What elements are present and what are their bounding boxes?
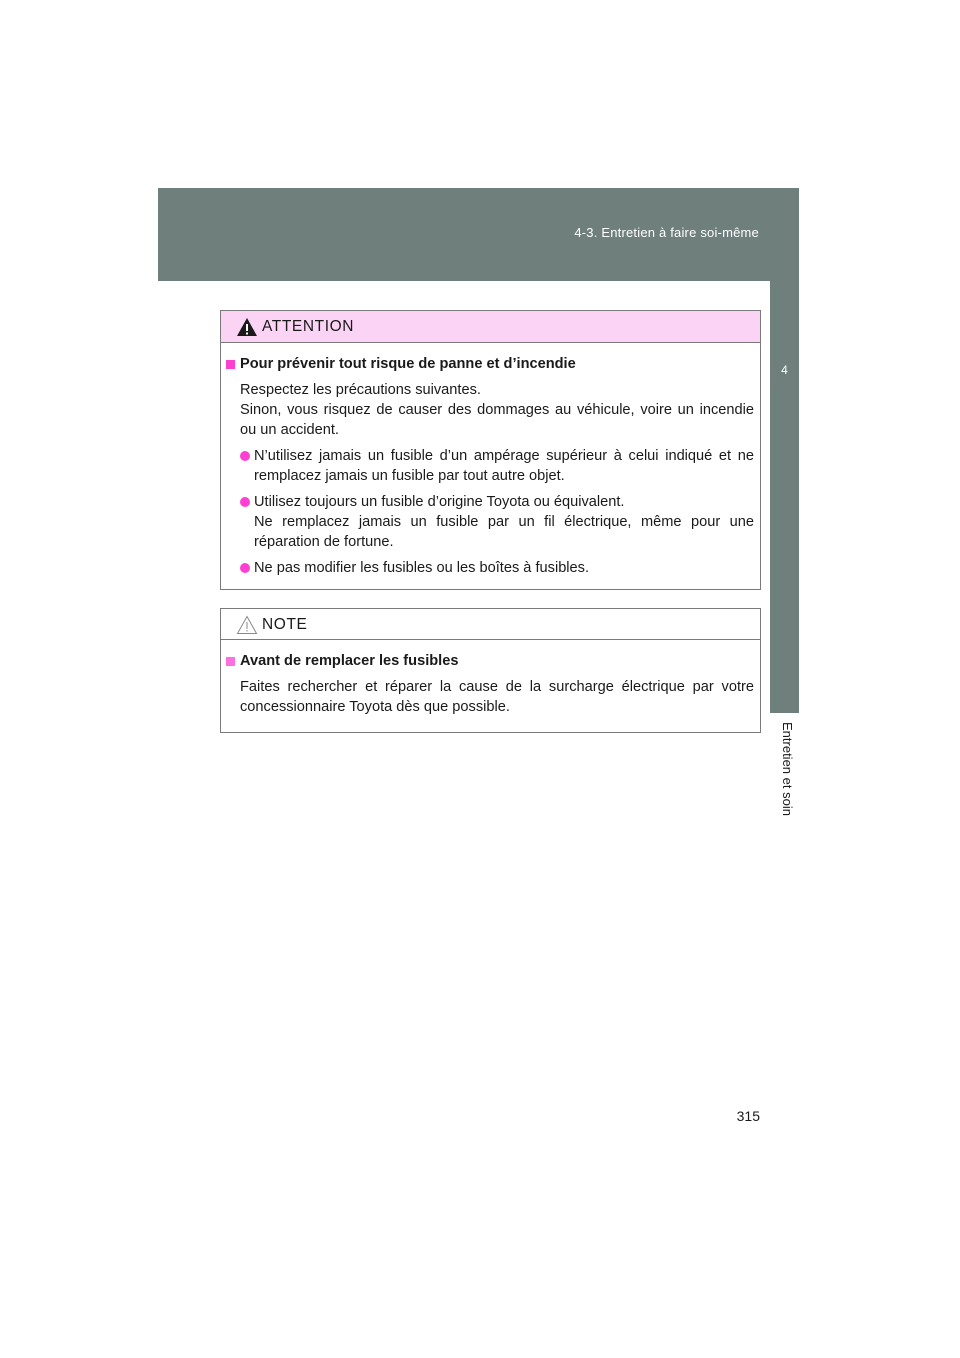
chapter-tab bbox=[770, 281, 799, 713]
page-number: 315 bbox=[736, 1108, 760, 1124]
attention-intro-line: Respectez les précautions suivantes. bbox=[240, 382, 481, 398]
header-band bbox=[158, 188, 799, 281]
round-bullet-icon bbox=[240, 451, 250, 461]
attention-bullet bbox=[225, 446, 754, 486]
chapter-number: 4 bbox=[781, 363, 788, 377]
attention-box bbox=[220, 310, 761, 590]
round-bullet-icon bbox=[240, 563, 250, 573]
attention-title: ATTENTION bbox=[262, 318, 355, 335]
note-header bbox=[221, 609, 760, 640]
attention-header bbox=[221, 311, 760, 343]
attention-body bbox=[221, 343, 760, 578]
attention-heading: Pour prévenir tout risque de panne et d’incendie bbox=[225, 354, 754, 374]
bullet-text: Utilisez toujours un fusible d’origine Toyota ou équivalent. bbox=[254, 494, 625, 510]
attention-bullet bbox=[225, 492, 754, 552]
attention-intro bbox=[225, 380, 754, 440]
attention-bullet bbox=[225, 558, 754, 578]
square-bullet-icon bbox=[226, 657, 235, 666]
attention-intro-line: Sinon, vous risquez de causer des dommages au véhicule, voire un incendie ou un accident. bbox=[240, 402, 754, 438]
bullet-text: Ne pas modifier les fusibles ou les boîtes à fusibles. bbox=[254, 560, 590, 576]
warning-triangle-icon bbox=[236, 317, 258, 337]
bullet-text: Ne remplacez jamais un fusible par un fil électrique, même pour une réparation de fortune. bbox=[254, 514, 754, 550]
chapter-label: Entretien et soin bbox=[780, 722, 795, 816]
note-box bbox=[220, 608, 761, 733]
note-body bbox=[221, 640, 760, 717]
note-heading: Avant de remplacer les fusibles bbox=[225, 651, 754, 671]
caution-triangle-outline-icon bbox=[236, 615, 258, 635]
bullet-text: N’utilisez jamais un fusible d’un ampérage supérieur à celui indiqué et ne remplacez jamais un fusible par tout autre objet. bbox=[254, 448, 754, 484]
section-title: 4-3. Entretien à faire soi-même bbox=[574, 225, 759, 240]
round-bullet-icon bbox=[240, 497, 250, 507]
note-text: Faites rechercher et réparer la cause de la surcharge électrique par votre concessionnaire Toyota dès que possible. bbox=[240, 679, 754, 715]
note-title: NOTE bbox=[262, 616, 308, 633]
square-bullet-icon bbox=[226, 360, 235, 369]
